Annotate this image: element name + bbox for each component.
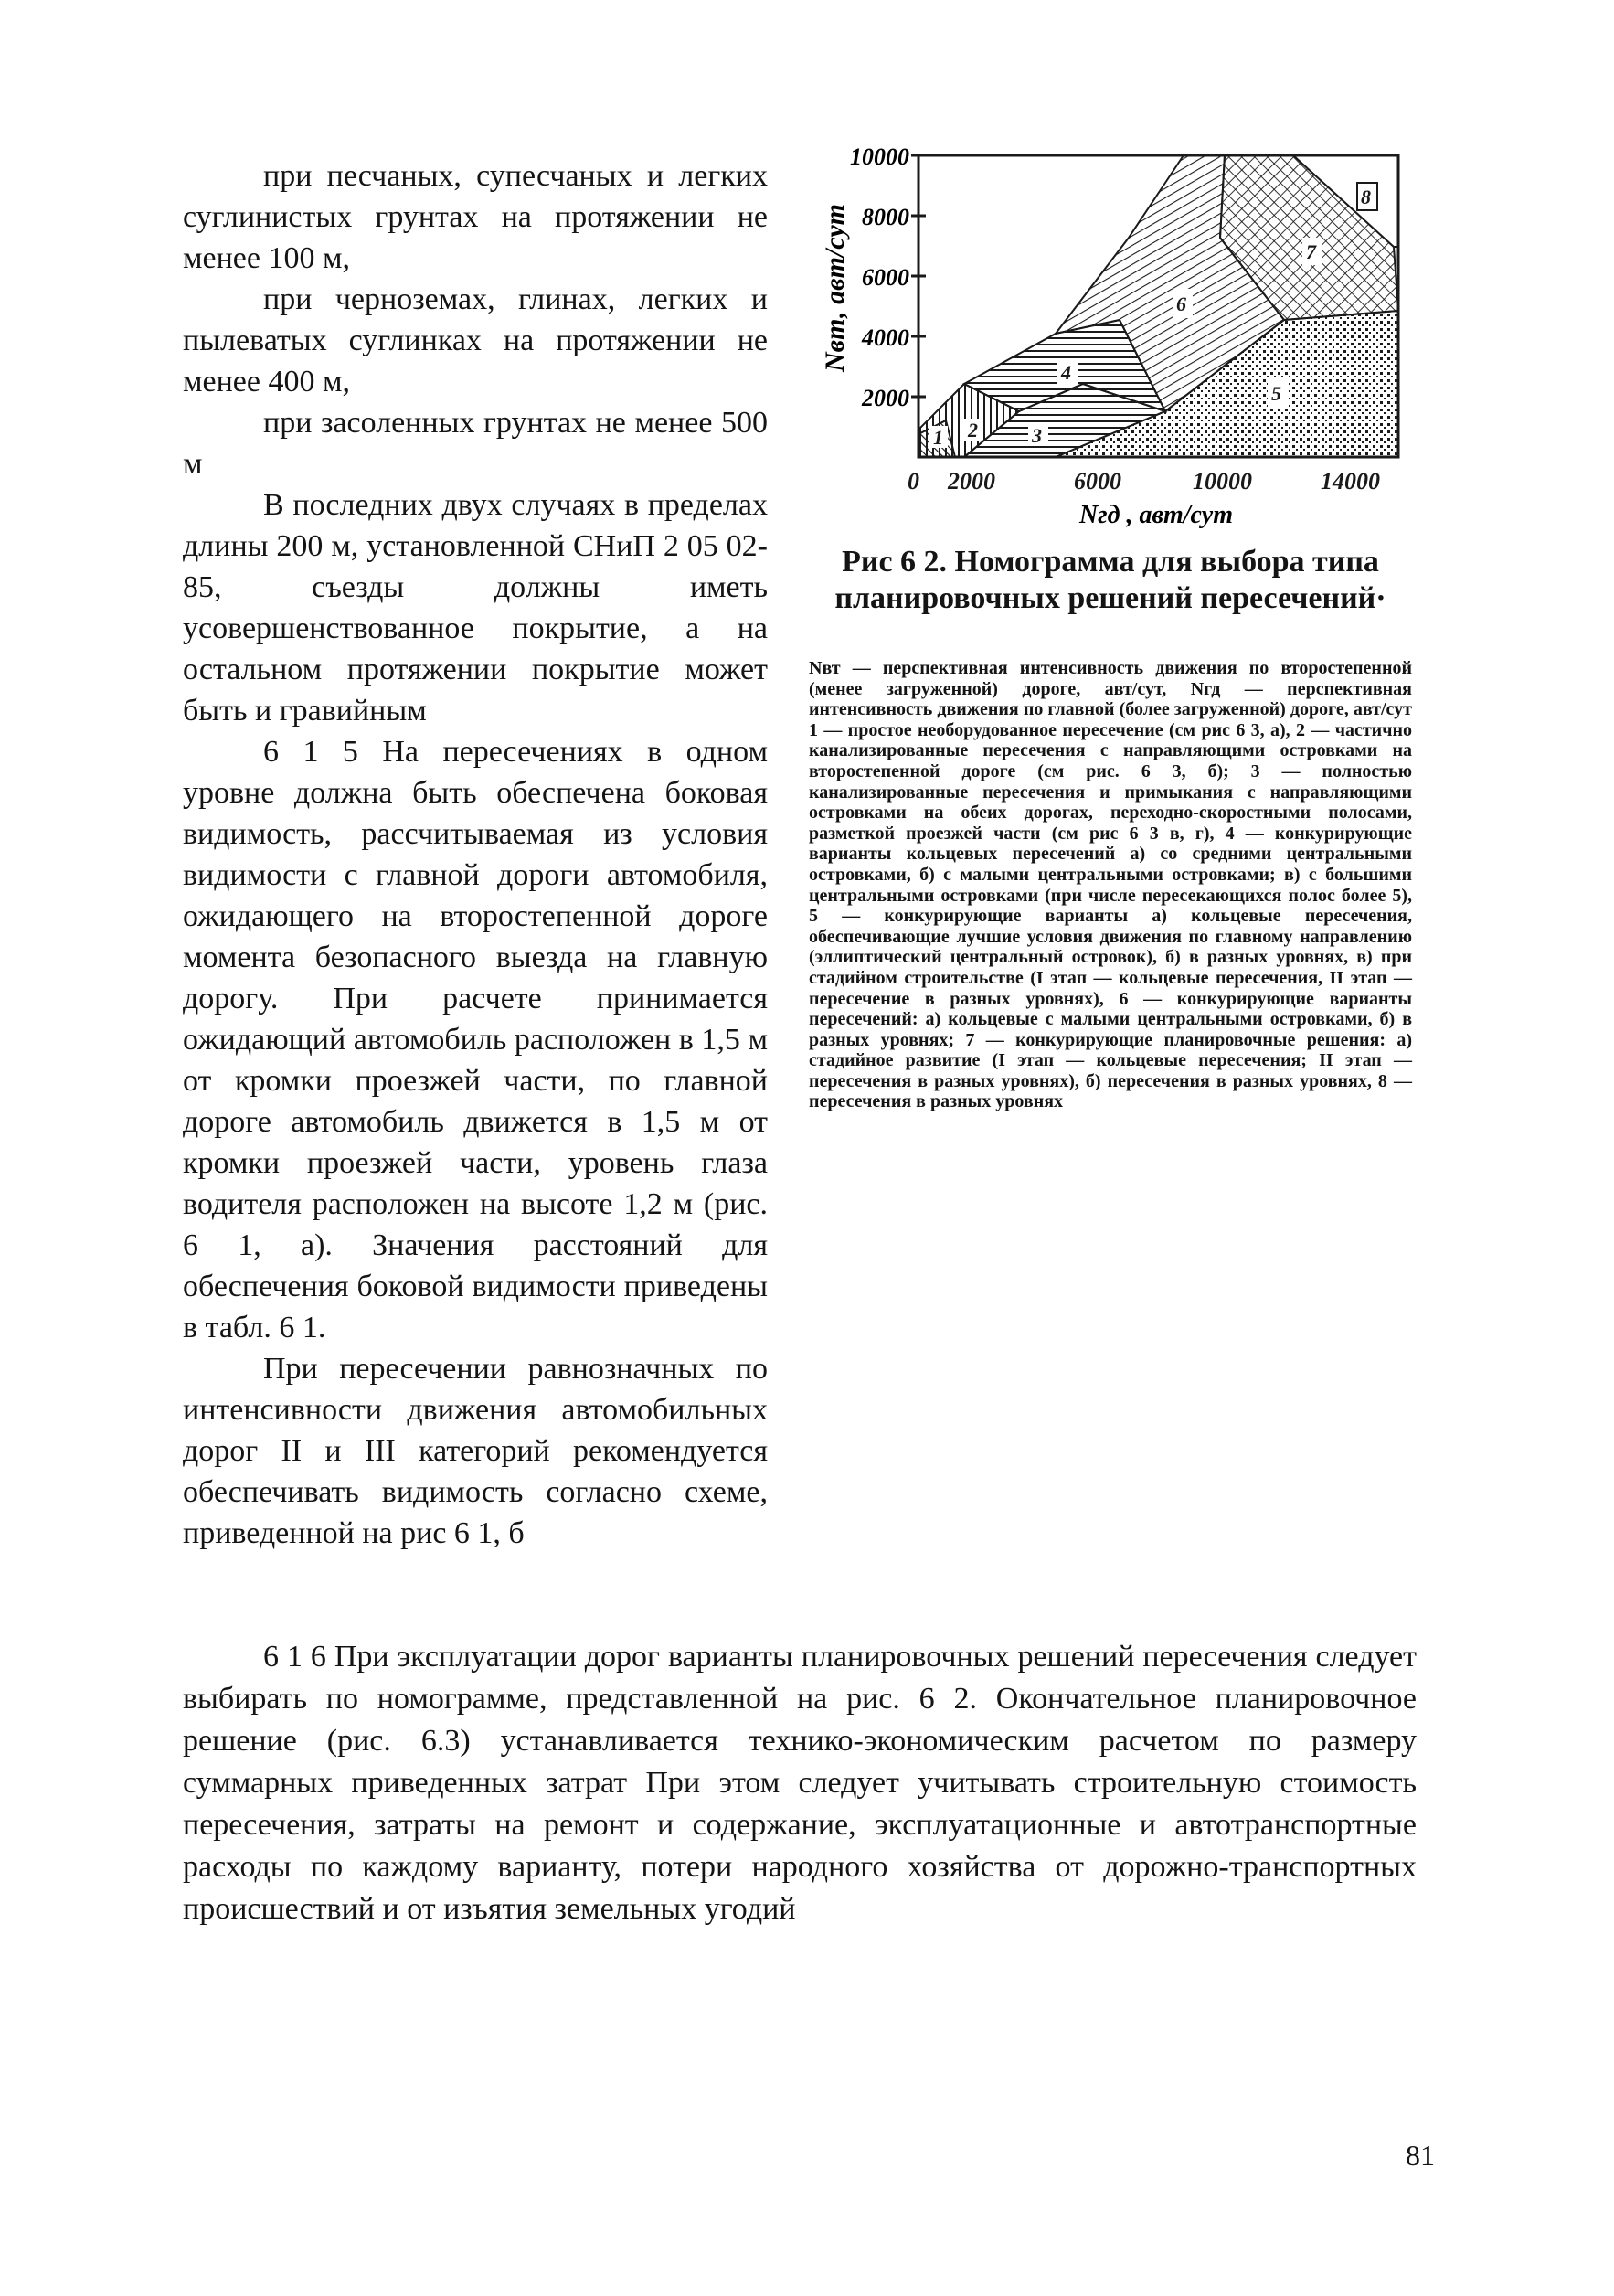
zone-label-8: 8 (1361, 186, 1371, 208)
bottom-text (183, 1636, 1417, 1930)
zone-label-3: 3 (1032, 424, 1042, 447)
left-text-column (183, 155, 768, 1554)
paragraph-last-two-cases: В последних двух случаях в пределах длины 200 м, установленной СНиП 2 05 02-85, съезды должны иметь усовершенствованное покрытие, а на остальном протяжении покрытие может быть и гравийным (183, 488, 768, 728)
paragraph-chernozem-soils: при черноземах, глинах, легких и пылеватых суглинках на протяжении не менее 400 м, (183, 282, 768, 399)
paragraph-6-1-6: 6 1 6 При эксплуатации дорог варианты планировочных решений пересечения следует выбирать по номограмме, представленной на рис. 6 2. Окончательное планировочное решение (рис. 6.3) устанавливается технико-экономическим расчетом по размеру суммарных приведенных затрат При этом следует учитывать строительную стоимость пересечения, затраты на ремонт и содержание, эксплуатационные и автотранспортные расходы по каждому варианту, потери народного хозяйства от дорожно-транспортных происшествий и от изъятия земельных угодий (183, 1640, 1417, 1926)
zone-label-2: 2 (968, 419, 978, 441)
paragraph-6-1-5: 6 1 5 На пересечениях в одном уровне должна быть обеспечена боковая видимость, рассчитываемая из условия видимости с главной дороги автомобиля, ожидающего на второстепенной дороге момента безопасного выезда на главную дорогу. При расчете принимается ожидающий автомобиль расположен в 1,5 м от кромки проезжей части, по главной дороге автомобиль движется в 1,5 м от кромки проезжей части, уровень глаза водителя расположен на высоте 1,2 м (рис. 6 1, а). Значения расстояний для обеспечения боковой видимости приведены в табл. 6 1. (183, 735, 768, 1345)
page-number: 81 (1406, 2139, 1435, 2172)
x-tick-6000: 6000 (1074, 468, 1121, 494)
paragraph-equal-roads: При пересечении равнозначных по интенсивности движения автомобильных дорог II и III категорий рекомендуется обеспечивать видимость согласно схеме, приведенной на рис 6 1, б (183, 1352, 768, 1550)
zone-label-6: 6 (1176, 292, 1186, 315)
x-tick-0: 0 (908, 468, 919, 494)
figure-legend: Nвт — перспективная интенсивность движения по второстепенной (менее загруженной) дороге, авт/сут, Nгд — перспективная интенсивность движения по главной (более загруженной) дороге, авт/сут 1 — простое необорудованное пересечение (см рис 6 3, а), 2 — частично канализированные пересечения с направляющими островками на второстепенной дороге (см рис. 6 3, б); 3 — полностью канализированные пересечения и примыкания с направляющими островками на обеих дорогах, переходно-скоростными полосами, разметкой проезжей части (см рис 6 3 в, г), 4 — конкурирующие варианты кольцевых пересечений а) со средними центральными островками, б) с малыми центральными островками; в) с большими центральными островками (при числе пересекающихся полос более 5), 5 — конкурирующие варианты а) кольцевые пересечения, обеспечивающие лучшие условия движения по главному направлению (эллиптический центральный островок), б) в разных уровнях, в) при стадийном строительстве (I этап — кольцевые пересечения, II этап — пересечение в разных уровнях), 6 — конкурирующие варианты пересечений: а) кольцевые с малыми центральными островками, б) в разных уровнях; 7 — конкурирующие планировочные решения: а) стадийное развитие (I этап — кольцевые пересечения; II этап — пересечения в разных уровнях), б) пересечения в разных уровнях, 8 — пересечения в разных уровнях (809, 658, 1412, 1112)
zone-label-5: 5 (1271, 382, 1281, 405)
figure-caption: Рис 6 2. Номограмма для выбора типа планировочных решений пересечений· (834, 545, 1386, 615)
paragraph-sandy-soils: при песчаных, супесчаных и легких суглинистых грунтах на протяжении не менее 100 м, (183, 159, 768, 275)
nomogram-chart (809, 137, 1412, 539)
x-tick-10000: 10000 (1193, 468, 1252, 494)
zone-label-4: 4 (1061, 361, 1071, 384)
x-tick-14000: 14000 (1321, 468, 1380, 494)
zone-label-1: 1 (933, 426, 943, 449)
y-tick-6000: 6000 (862, 264, 909, 291)
y-tick-8000: 8000 (862, 204, 909, 230)
paragraph-saline-soils: при засоленных грунтах не менее 500 м (183, 406, 768, 481)
y-tick-2000: 2000 (862, 385, 909, 411)
x-axis-label: Nгд , авт/сут (1079, 501, 1233, 529)
y-axis-label: Nвт, авт/сут (820, 204, 850, 372)
x-tick-2000: 2000 (948, 468, 995, 494)
y-tick-4000: 4000 (862, 324, 909, 351)
y-tick-10000: 10000 (850, 144, 909, 170)
zone-label-7: 7 (1306, 240, 1316, 263)
